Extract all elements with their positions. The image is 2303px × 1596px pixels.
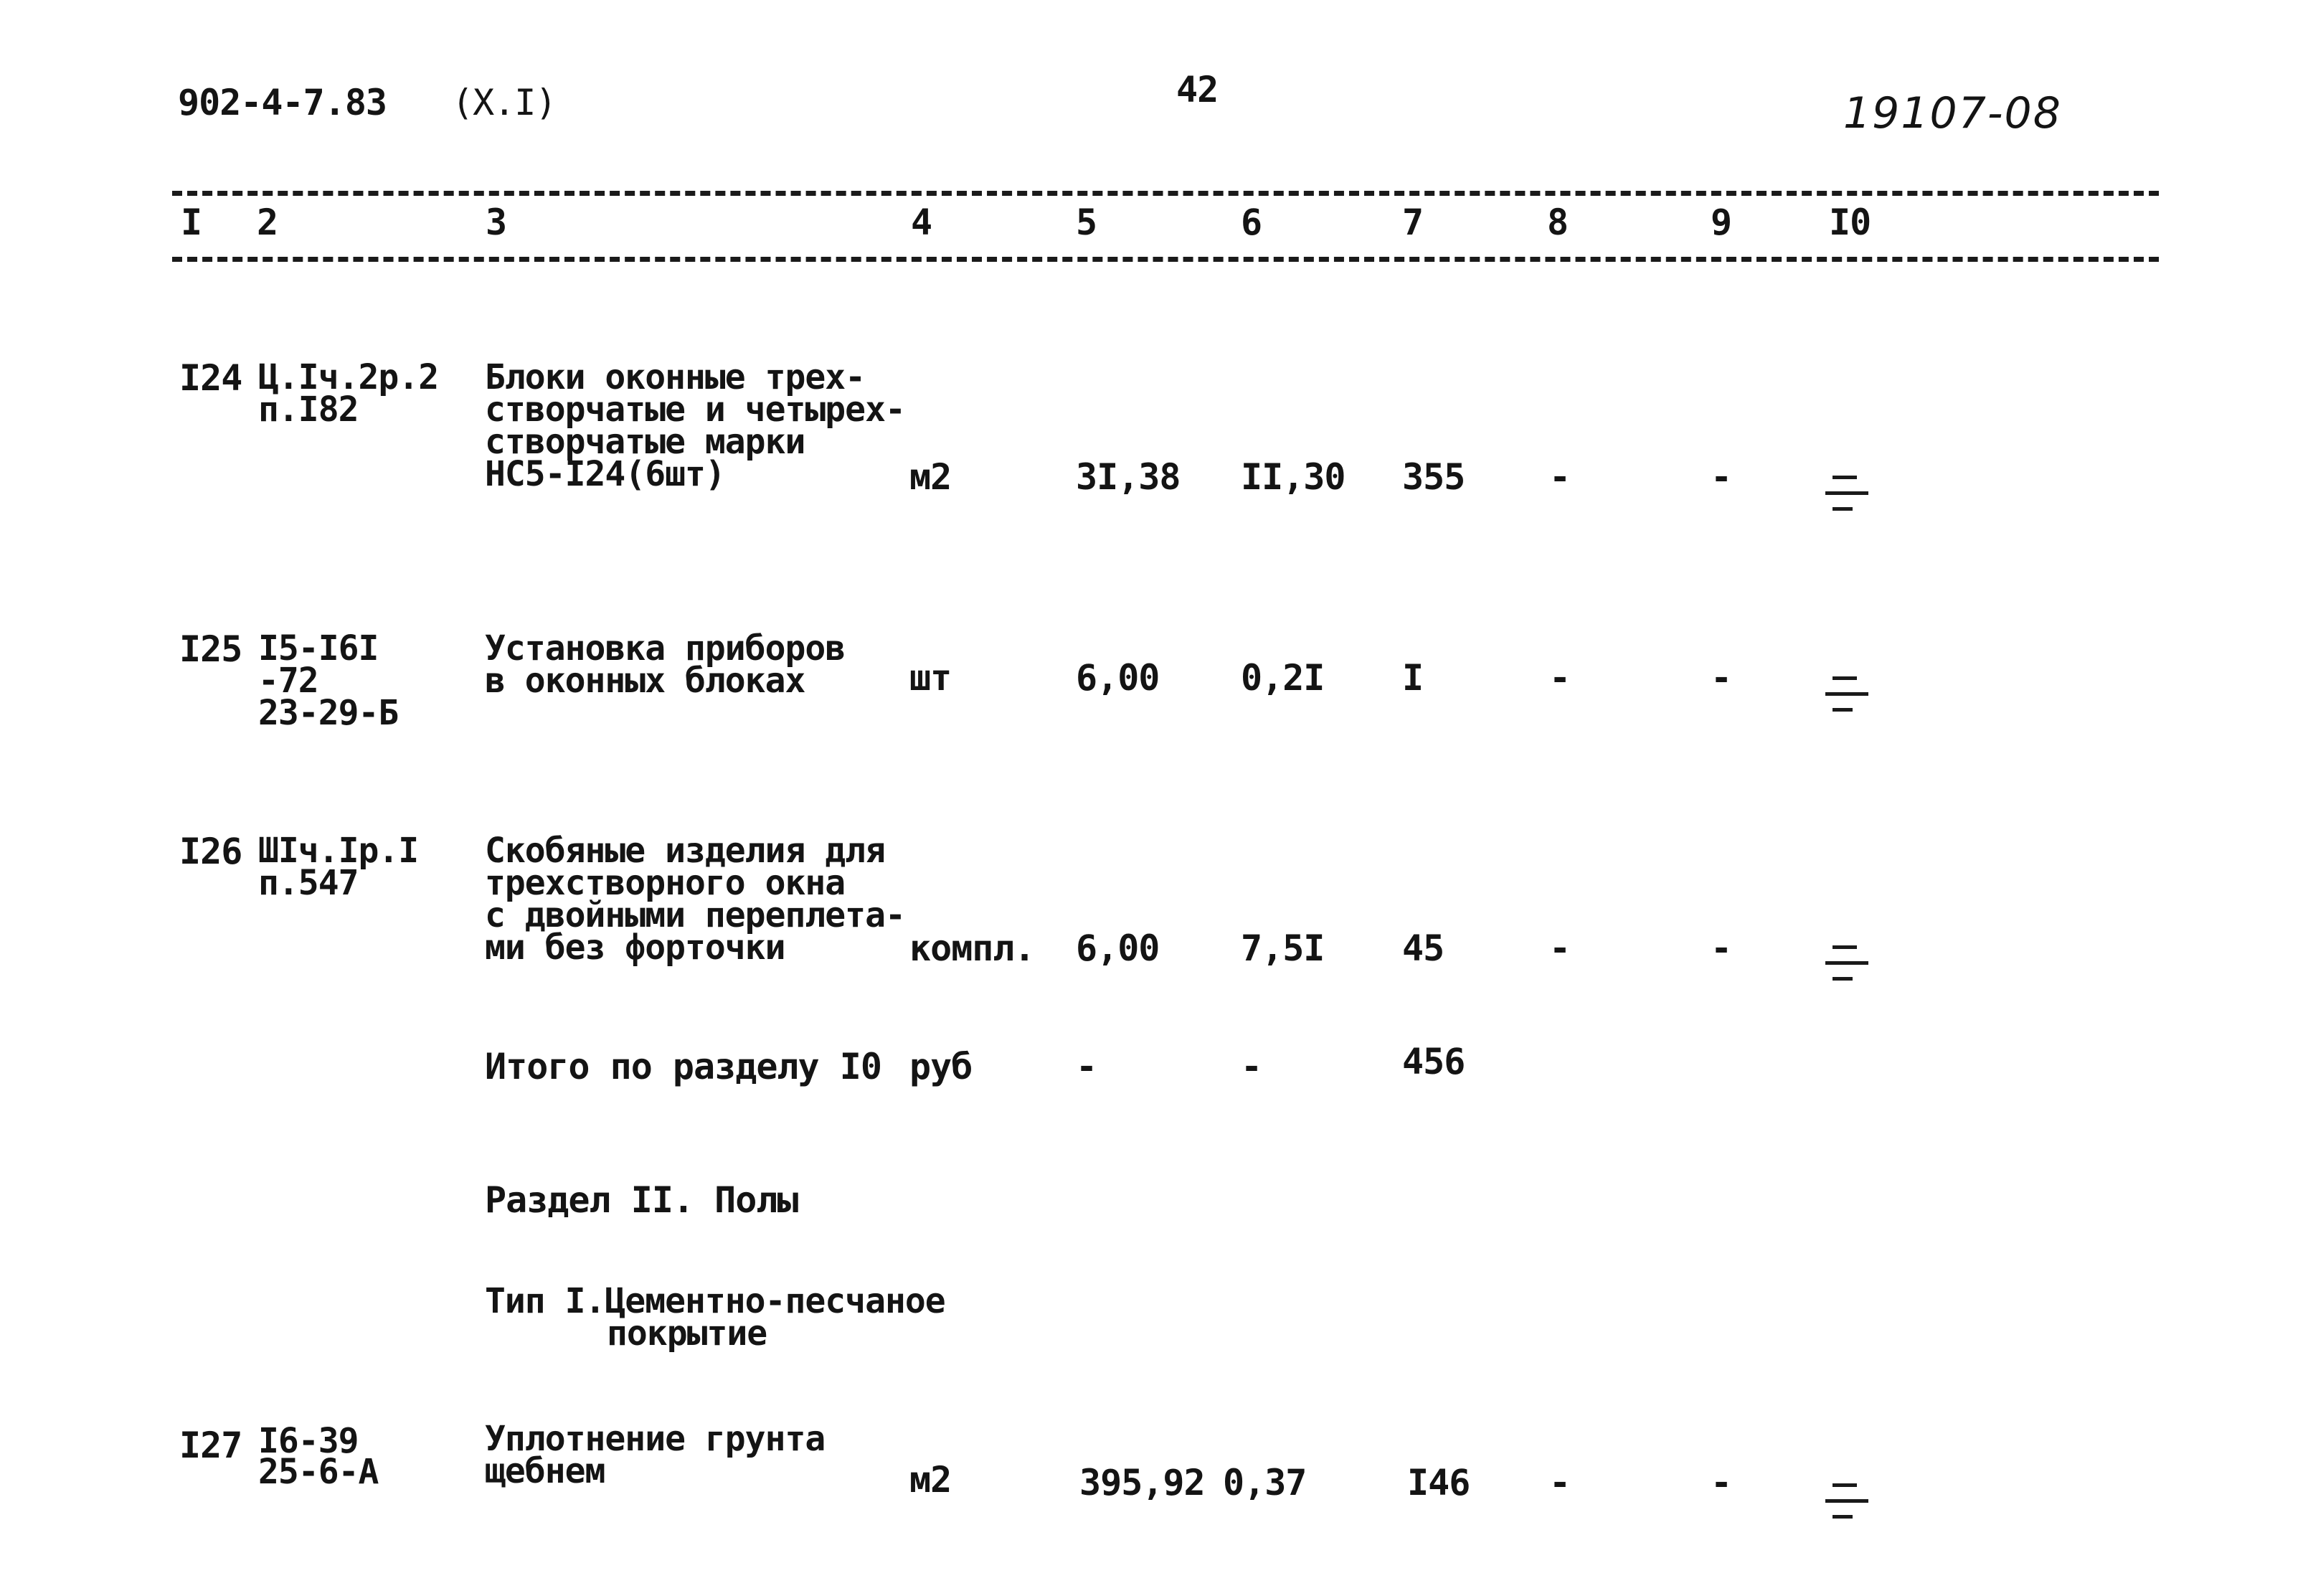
column-header-3: 3 [486,202,507,243]
ditto-mark [1825,940,1868,990]
row-unit: компл. [909,927,1035,969]
row-col8: - [1549,927,1571,969]
row-code: Ц.Iч.2р.2 [258,357,439,397]
row-col9: - [1711,1462,1732,1503]
row-description: Установка приборов [485,628,846,669]
row-col9: - [1711,657,1732,699]
column-header-1: I [181,202,202,243]
row-code: п.I82 [258,389,359,430]
row-number: I27 [179,1425,242,1466]
row-description: щебнем [485,1451,605,1491]
row-total: 355 [1402,456,1465,498]
handwritten-number: 19107-08 [1843,88,2062,138]
ditto-mark [1825,470,1868,520]
row-code: п.547 [258,863,359,903]
row-number: I26 [179,831,242,872]
section-title: Раздел II. Полы [485,1179,798,1221]
row-code: ШIч.Iр.I [258,831,419,871]
row-price: 7,5I [1241,927,1325,969]
row-code: 25-6-А [258,1452,379,1492]
row-code: 23-29-Б [258,693,399,733]
column-header-5: 5 [1076,202,1097,243]
row-total: I [1402,657,1424,699]
row-quantity: 395,92 [1079,1462,1205,1503]
row-description: Уплотнение грунта [485,1419,826,1459]
subtotal-total: 456 [1402,1041,1465,1082]
header-rule-top [172,191,2159,196]
row-description: створчатые и четырех- [485,389,905,430]
row-price: 0,2I [1241,657,1325,699]
subtotal-quantity: - [1076,1046,1097,1087]
row-description: Скобяные изделия для [485,831,885,871]
row-description: с двойными переплета- [485,895,905,935]
column-header-7: 7 [1402,202,1424,243]
ditto-mark [1825,1478,1868,1528]
column-header-9: 9 [1711,202,1732,243]
row-unit: шт [909,657,952,699]
column-header-2: 2 [257,202,278,243]
row-description: НС5-I24(6шт) [485,454,725,494]
document-code: 902-4-7.83 [178,82,387,123]
row-description: Блоки оконные трех- [485,357,866,397]
row-description: в оконных блоках [485,661,805,701]
header-rule-bottom [172,257,2159,262]
row-description: створчатые марки [485,422,805,462]
row-price: II,30 [1241,456,1346,498]
row-col8: - [1549,456,1571,498]
section-type: Тип I.Цементно-песчаное [485,1281,945,1321]
row-total: I46 [1407,1462,1470,1503]
row-col9: - [1711,456,1732,498]
row-col9: - [1711,927,1732,969]
document-part: (X.I) [452,82,557,123]
column-header-8: 8 [1547,202,1569,243]
page-number: 42 [1176,69,1219,110]
row-number: I25 [179,628,242,670]
row-unit: м2 [909,456,952,498]
column-header-6: 6 [1241,202,1262,243]
row-quantity: 3I,38 [1076,456,1181,498]
row-code: I5-I6I [258,628,379,669]
ditto-mark [1825,671,1868,721]
column-header-10: I0 [1829,202,1871,243]
row-unit: м2 [909,1459,952,1501]
subtotal-price: - [1241,1046,1262,1087]
row-price: 0,37 [1223,1462,1307,1503]
section-type: покрытие [607,1313,767,1354]
row-quantity: 6,00 [1076,657,1160,699]
subtotal-label: Итого по разделу I0 [485,1046,881,1087]
row-description: ми без форточки [485,927,785,968]
row-col8: - [1549,1462,1571,1503]
row-code: I6-39 [258,1421,359,1461]
row-col8: - [1549,657,1571,699]
row-total: 45 [1402,927,1444,969]
row-quantity: 6,00 [1076,927,1160,969]
row-description: трехстворного окна [485,863,846,903]
column-header-4: 4 [911,202,932,243]
subtotal-unit: руб [909,1046,973,1087]
row-number: I24 [179,357,242,399]
row-code: -72 [258,661,318,701]
